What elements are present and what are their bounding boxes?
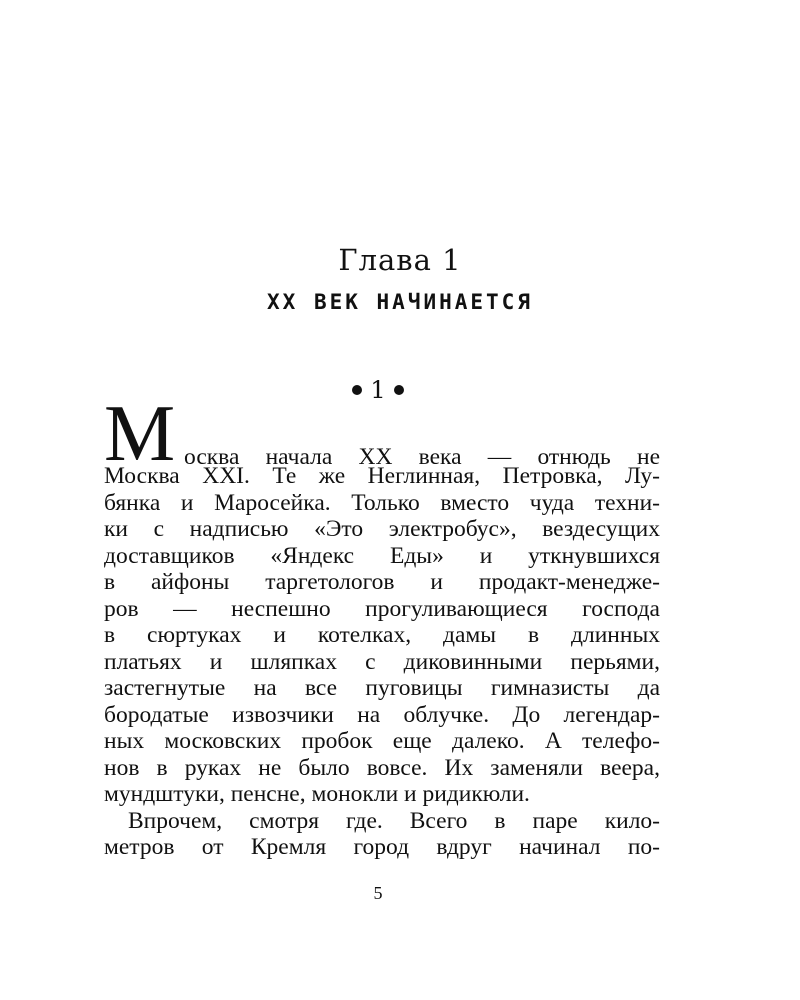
text-line: ных московских пробок еще далеко. А телефо- xyxy=(104,728,660,754)
text-line: застегнутые на все пуговицы гимназисты да xyxy=(104,675,660,701)
chapter-subtitle: XX ВЕК НАЧИНАЕТСЯ xyxy=(267,290,533,314)
bullet-dot-icon xyxy=(394,385,404,395)
text-line: метров от Кремля город вдруг начинал по- xyxy=(104,834,660,860)
text-line: Впрочем, смотря где. Всего в паре кило- xyxy=(128,807,660,834)
text-line: доставщиков «Яндекс Еды» и уткнувшихся xyxy=(104,542,660,569)
text-line: в сюртуках и котелках, дамы в длинных xyxy=(104,622,660,648)
drop-cap: М xyxy=(104,390,176,478)
chapter-title: Глава 1 xyxy=(338,243,462,277)
text-line: мундштуки, пенсне, монокли и ридикюли. xyxy=(104,781,530,807)
text-line: нов в руках не было вовсе. Их заменяли веера, xyxy=(104,754,660,781)
text-line: ров — неспешно прогуливающиеся господа xyxy=(104,595,660,622)
text-line: осква начала XX века — отнюдь не xyxy=(184,444,660,470)
text-line: ки с надписью «Это электробус», вездесущих xyxy=(104,516,660,542)
text-line: в айфоны таргетологов и продакт-менедже- xyxy=(104,569,660,595)
body-text xyxy=(104,390,660,861)
text-line: бянка и Маросейка. Только вместо чуда техни- xyxy=(104,489,660,516)
page-number: 5 xyxy=(373,883,383,903)
bullet-dot-icon xyxy=(352,385,362,395)
text-line: платьях и шляпках с диковинными перьями, xyxy=(104,648,660,675)
text-line: Москва XXI. Те же Неглинная, Петровка, Лу- xyxy=(104,463,660,489)
text-line: бородатые извозчики на облучке. До легендар- xyxy=(104,701,660,728)
section-number: 1 xyxy=(370,376,386,404)
